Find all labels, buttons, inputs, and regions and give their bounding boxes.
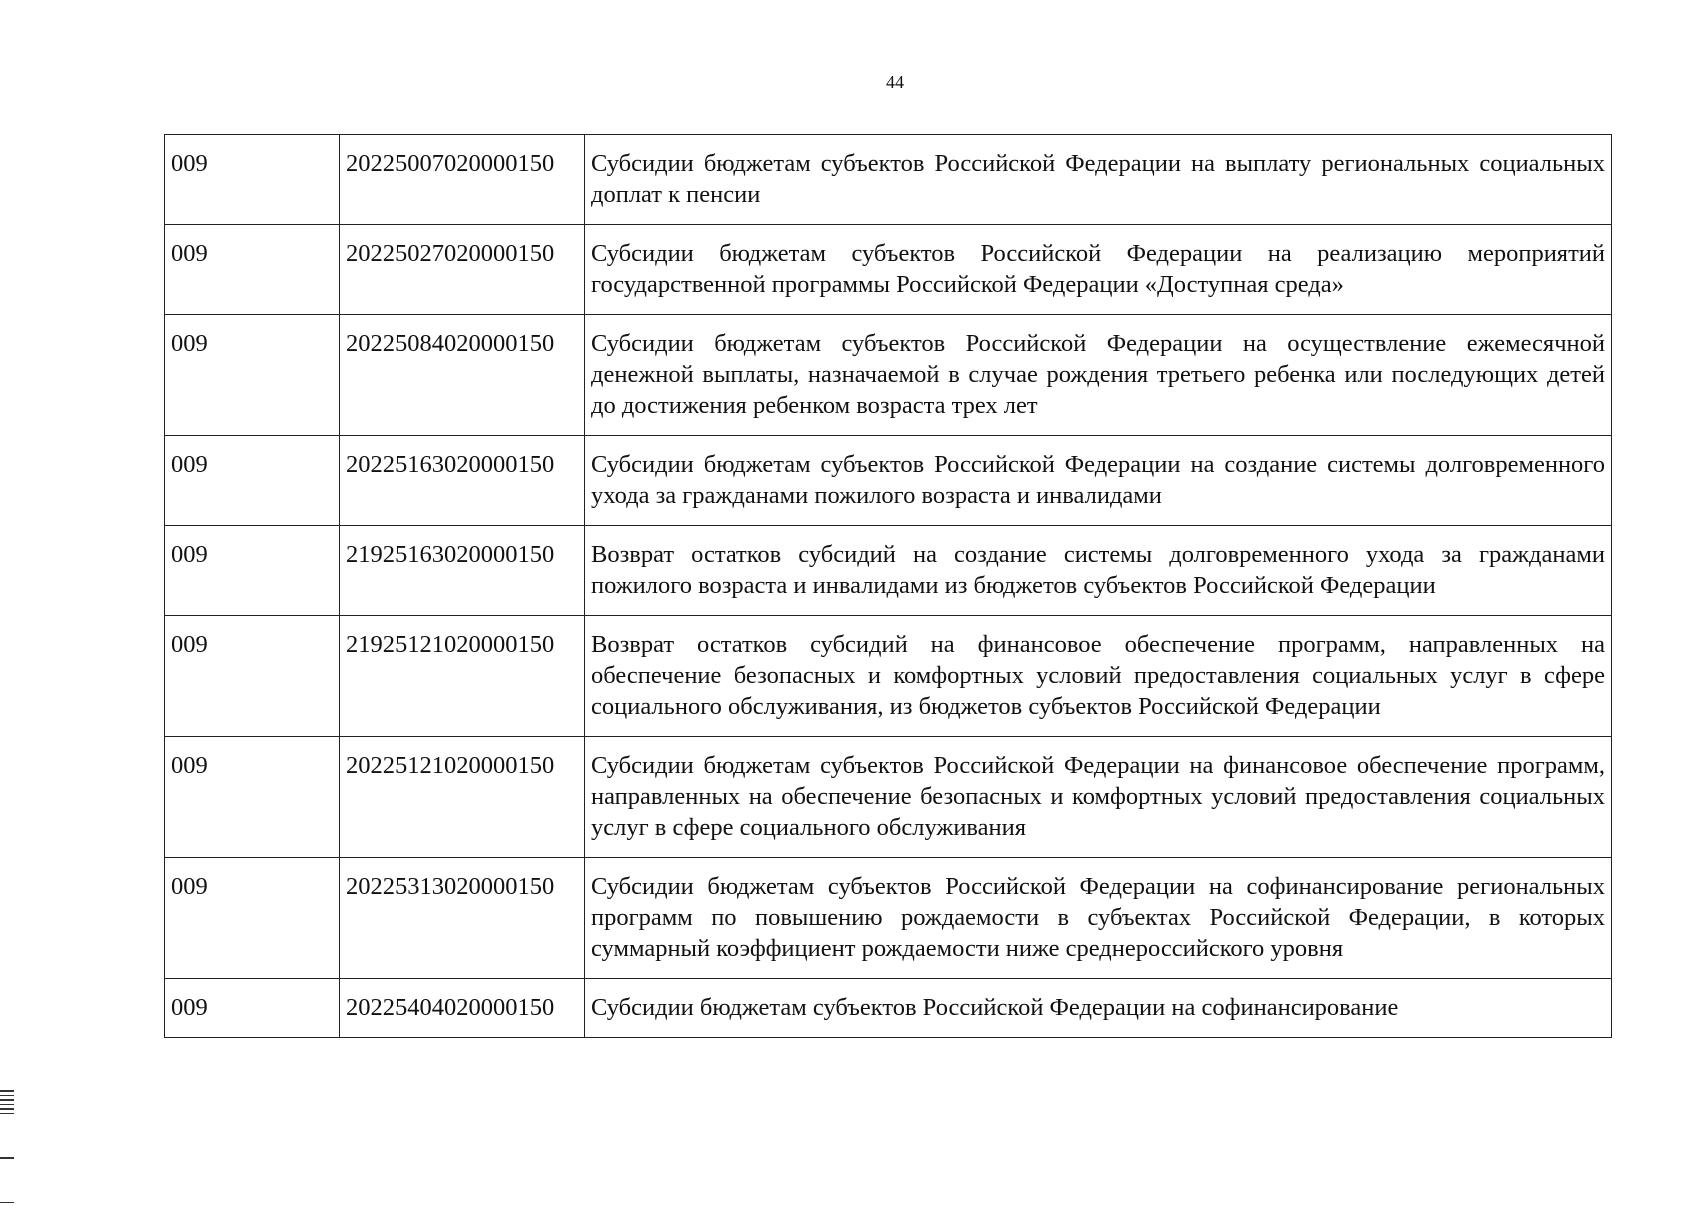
description-cell: Субсидии бюджетам субъектов Российской Федерации на создание системы долговременного ухода за гражданами пожилого возраста и инвалидами — [585, 436, 1612, 526]
scan-margin-marks — [0, 1090, 14, 1206]
budget-code-cell: 20225163020000150 — [340, 436, 585, 526]
table-row — [165, 315, 1612, 436]
description-cell: Возврат остатков субсидий на финансовое обеспечение программ, направленных на обеспечение безопасных и комфортных условий предоставления социальных услуг в сфере социального обслуживания, из бюджетов субъектов Российской Федерации — [585, 616, 1612, 737]
admin-code-cell: 009 — [165, 436, 340, 526]
description-cell: Субсидии бюджетам субъектов Российской Федерации на реализацию мероприятий государственной программы Российской Федерации «Доступная среда» — [585, 225, 1612, 315]
table-row — [165, 225, 1612, 315]
budget-code-cell: 20225313020000150 — [340, 858, 585, 979]
description-cell: Субсидии бюджетам субъектов Российской Федерации на выплату региональных социальных доплат к пенсии — [585, 135, 1612, 225]
admin-code-cell: 009 — [165, 225, 340, 315]
admin-code-cell: 009 — [165, 979, 340, 1038]
budget-code-cell: 21925163020000150 — [340, 526, 585, 616]
budget-code-cell: 20225404020000150 — [340, 979, 585, 1038]
admin-code-cell: 009 — [165, 315, 340, 436]
description-cell: Возврат остатков субсидий на создание системы долговременного ухода за гражданами пожилого возраста и инвалидами из бюджетов субъектов Российской Федерации — [585, 526, 1612, 616]
table-row — [165, 616, 1612, 737]
admin-code-cell: 009 — [165, 737, 340, 858]
description-cell: Субсидии бюджетам субъектов Российской Федерации на осуществление ежемесячной денежной выплаты, назначаемой в случае рождения третьего ребенка или последующих детей до достижения ребенком возраста трех лет — [585, 315, 1612, 436]
description-cell: Субсидии бюджетам субъектов Российской Федерации на финансовое обеспечение программ, направленных на обеспечение безопасных и комфортных условий предоставления социальных услуг в сфере социального обслуживания — [585, 737, 1612, 858]
admin-code-cell: 009 — [165, 858, 340, 979]
budget-code-cell: 20225027020000150 — [340, 225, 585, 315]
table-row — [165, 737, 1612, 858]
budget-codes-table — [164, 134, 1612, 1038]
budget-code-cell: 20225121020000150 — [340, 737, 585, 858]
table-row — [165, 526, 1612, 616]
table-row — [165, 135, 1612, 225]
description-cell: Субсидии бюджетам субъектов Российской Федерации на софинансирование — [585, 979, 1612, 1038]
admin-code-cell: 009 — [165, 526, 340, 616]
admin-code-cell: 009 — [165, 135, 340, 225]
table-row — [165, 858, 1612, 979]
page-number: 44 — [886, 72, 904, 92]
budget-code-cell: 20225007020000150 — [340, 135, 585, 225]
budget-code-cell: 21925121020000150 — [340, 616, 585, 737]
table-row — [165, 436, 1612, 526]
admin-code-cell: 009 — [165, 616, 340, 737]
description-cell: Субсидии бюджетам субъектов Российской Федерации на софинансирование региональных программ по повышению рождаемости в субъектах Российской Федерации, в которых суммарный коэффициент рождаемости ниже среднероссийского уровня — [585, 858, 1612, 979]
budget-code-cell: 20225084020000150 — [340, 315, 585, 436]
table-row — [165, 979, 1612, 1038]
